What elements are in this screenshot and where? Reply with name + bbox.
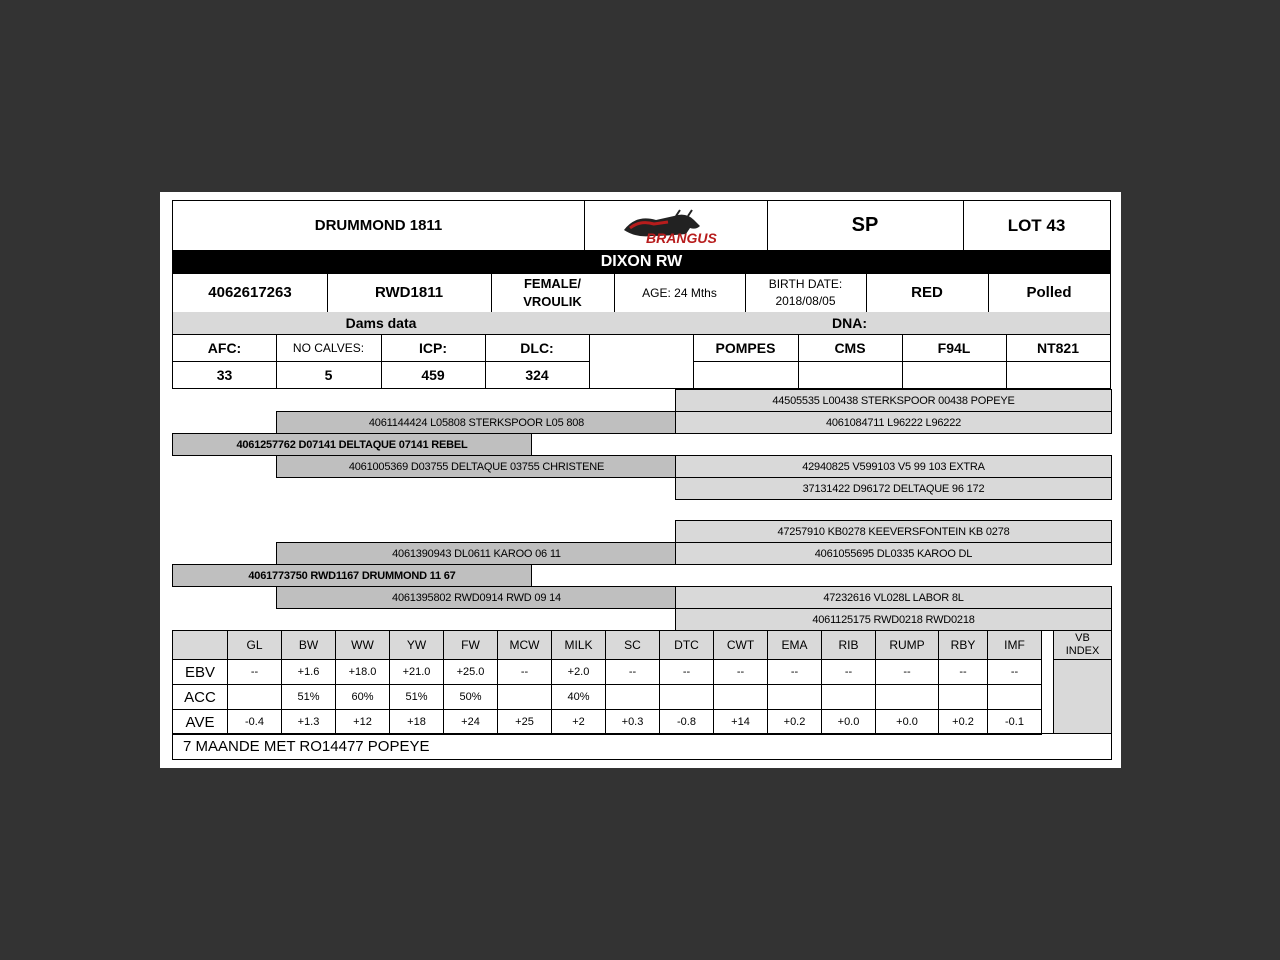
ebv-header-vb-index: VB INDEX <box>1053 630 1112 660</box>
ebv-header-bw: BW <box>281 630 336 660</box>
lot-number: LOT 43 <box>963 200 1111 251</box>
ebv-cell <box>497 684 552 710</box>
ebv-header-dtc: DTC <box>659 630 714 660</box>
animal-tag: RWD1811 <box>327 273 492 313</box>
pedigree-dam: 4061773750 RWD1167 DRUMMOND 11 67 <box>172 564 532 587</box>
ebv-table <box>172 630 1112 734</box>
comment-box <box>172 733 1112 760</box>
pedigree-sire-sire: 4061144424 L05808 STERKSPOOR L05 808 <box>276 411 676 434</box>
ebv-cell <box>659 684 714 710</box>
pedigree-dam-sire: 4061390943 DL0611 KAROO 06 11 <box>276 542 676 565</box>
ebv-cell: +21.0 <box>389 659 444 685</box>
ebv-cell <box>987 684 1042 710</box>
animal-name: DIXON RW <box>172 250 1111 274</box>
ebv-cell: +0.3 <box>605 709 660 735</box>
ebv-header-rib: RIB <box>821 630 876 660</box>
ebv-cell: +2.0 <box>551 659 606 685</box>
dna-header-cms: CMS <box>798 334 903 362</box>
dna-value-f94l <box>902 361 1007 389</box>
ebv-header-yw: YW <box>389 630 444 660</box>
pedigree-dam-dam: 4061395802 RWD0914 RWD 09 14 <box>276 586 676 609</box>
ebv-cell: -- <box>227 659 282 685</box>
dna-blank-cell <box>589 334 694 389</box>
ebv-header-mcw: MCW <box>497 630 552 660</box>
bull-logo-icon <box>616 206 736 246</box>
ebv-cell: 50% <box>443 684 498 710</box>
ebv-corner-cell <box>172 630 228 660</box>
ebv-cell: +18.0 <box>335 659 390 685</box>
pedigree-sire-sire-dam: 4061084711 L96222 L96222 <box>675 411 1112 434</box>
ebv-header-rby: RBY <box>938 630 988 660</box>
dams-value-icp: 459 <box>381 361 486 389</box>
ebv-cell: -- <box>767 659 822 685</box>
ebv-header-imf: IMF <box>987 630 1042 660</box>
ebv-cell: -- <box>938 659 988 685</box>
ebv-cell: +0.2 <box>767 709 822 735</box>
ebv-header-sc: SC <box>605 630 660 660</box>
ebv-cell: -0.1 <box>987 709 1042 735</box>
ebv-vb-index-value <box>1053 659 1112 734</box>
ebv-cell: +12 <box>335 709 390 735</box>
ebv-cell: +2 <box>551 709 606 735</box>
ebv-cell: +25 <box>497 709 552 735</box>
ebv-cell: 60% <box>335 684 390 710</box>
animal-age: AGE: 24 Mths <box>614 273 746 313</box>
ebv-cell: 51% <box>281 684 336 710</box>
sale-catalogue-card <box>160 192 1121 768</box>
animal-colour: RED <box>866 273 989 313</box>
code-badge: SP <box>767 200 964 251</box>
ebv-cell: +25.0 <box>443 659 498 685</box>
ebv-cell: +1.6 <box>281 659 336 685</box>
ebv-cell <box>938 684 988 710</box>
pedigree-sire: 4061257762 D07141 DELTAQUE 07141 REBEL <box>172 433 532 456</box>
ebv-row-label: ACC <box>172 684 228 710</box>
ebv-cell: -- <box>659 659 714 685</box>
ebv-cell <box>821 684 876 710</box>
pedigree-dam-sire-dam: 4061055695 DL0335 KAROO DL <box>675 542 1112 565</box>
dams-data-title: Dams data <box>172 312 590 335</box>
ebv-cell: 51% <box>389 684 444 710</box>
pedigree-sire-sire-sire: 44505535 L00438 STERKSPOOR 00438 POPEYE <box>675 389 1112 412</box>
dams-header-icp: ICP: <box>381 334 486 362</box>
ebv-cell <box>227 684 282 710</box>
pedigree-dam-dam-sire: 47232616 VL028L LABOR 8L <box>675 586 1112 609</box>
ebv-cell: +1.3 <box>281 709 336 735</box>
pedigree-sire-dam: 4061005369 D03755 DELTAQUE 03755 CHRISTENE <box>276 455 676 478</box>
dams-value-calves: 5 <box>276 361 382 389</box>
dna-header-f94l: F94L <box>902 334 1007 362</box>
horn-status: Polled <box>988 273 1111 313</box>
ebv-cell: +0.2 <box>938 709 988 735</box>
dna-value-pompes <box>693 361 799 389</box>
dams-header-dlc: DLC: <box>485 334 590 362</box>
dna-value-cms <box>798 361 903 389</box>
dna-title: DNA: <box>589 312 1111 335</box>
dams-header-calves: NO CALVES: <box>276 334 382 362</box>
dna-header-nt821: NT821 <box>1006 334 1111 362</box>
ebv-cell: -- <box>821 659 876 685</box>
ebv-cell <box>605 684 660 710</box>
ebv-header-ww: WW <box>335 630 390 660</box>
dams-value-dlc: 324 <box>485 361 590 389</box>
ebv-row-label: AVE <box>172 709 228 735</box>
ebv-cell: +18 <box>389 709 444 735</box>
brangus-logo <box>584 200 768 251</box>
logo-text: BRANGUS <box>645 229 717 246</box>
ebv-cell: -0.4 <box>227 709 282 735</box>
pedigree-sire-dam-sire: 42940825 V599103 V5 99 103 EXTRA <box>675 455 1112 478</box>
ebv-header-ema: EMA <box>767 630 822 660</box>
ebv-cell: +14 <box>713 709 768 735</box>
comment-text: 7 MAANDE MET RO14477 POPEYE <box>183 738 430 755</box>
ebv-cell: -- <box>987 659 1042 685</box>
pedigree-dam-sire-sire: 47257910 KB0278 KEEVERSFONTEIN KB 0278 <box>675 520 1112 543</box>
ebv-cell <box>713 684 768 710</box>
dams-value-afc: 33 <box>172 361 277 389</box>
pedigree-dam-dam-dam: 4061125175 RWD0218 RWD0218 <box>675 608 1112 631</box>
ebv-cell: 40% <box>551 684 606 710</box>
ebv-cell: +0.0 <box>875 709 939 735</box>
ebv-cell: -- <box>605 659 660 685</box>
birth-date: BIRTH DATE: 2018/08/05 <box>745 273 867 313</box>
animal-id: 4062617263 <box>172 273 328 313</box>
ebv-header-fw: FW <box>443 630 498 660</box>
dna-value-nt821 <box>1006 361 1111 389</box>
pedigree-sire-dam-dam: 37131422 D96172 DELTAQUE 96 172 <box>675 477 1112 500</box>
sire-name: DRUMMOND 1811 <box>172 200 585 251</box>
ebv-cell <box>767 684 822 710</box>
ebv-cell: +24 <box>443 709 498 735</box>
animal-sex: FEMALE/ VROULIK <box>491 273 615 313</box>
dna-header-pompes: POMPES <box>693 334 799 362</box>
ebv-cell: -- <box>713 659 768 685</box>
dams-header-afc: AFC: <box>172 334 277 362</box>
ebv-header-milk: MILK <box>551 630 606 660</box>
ebv-header-rump: RUMP <box>875 630 939 660</box>
ebv-row-label: EBV <box>172 659 228 685</box>
ebv-cell: +0.0 <box>821 709 876 735</box>
ebv-cell: -- <box>497 659 552 685</box>
ebv-cell: -0.8 <box>659 709 714 735</box>
ebv-cell: -- <box>875 659 939 685</box>
ebv-cell <box>875 684 939 710</box>
ebv-header-cwt: CWT <box>713 630 768 660</box>
ebv-header-gl: GL <box>227 630 282 660</box>
